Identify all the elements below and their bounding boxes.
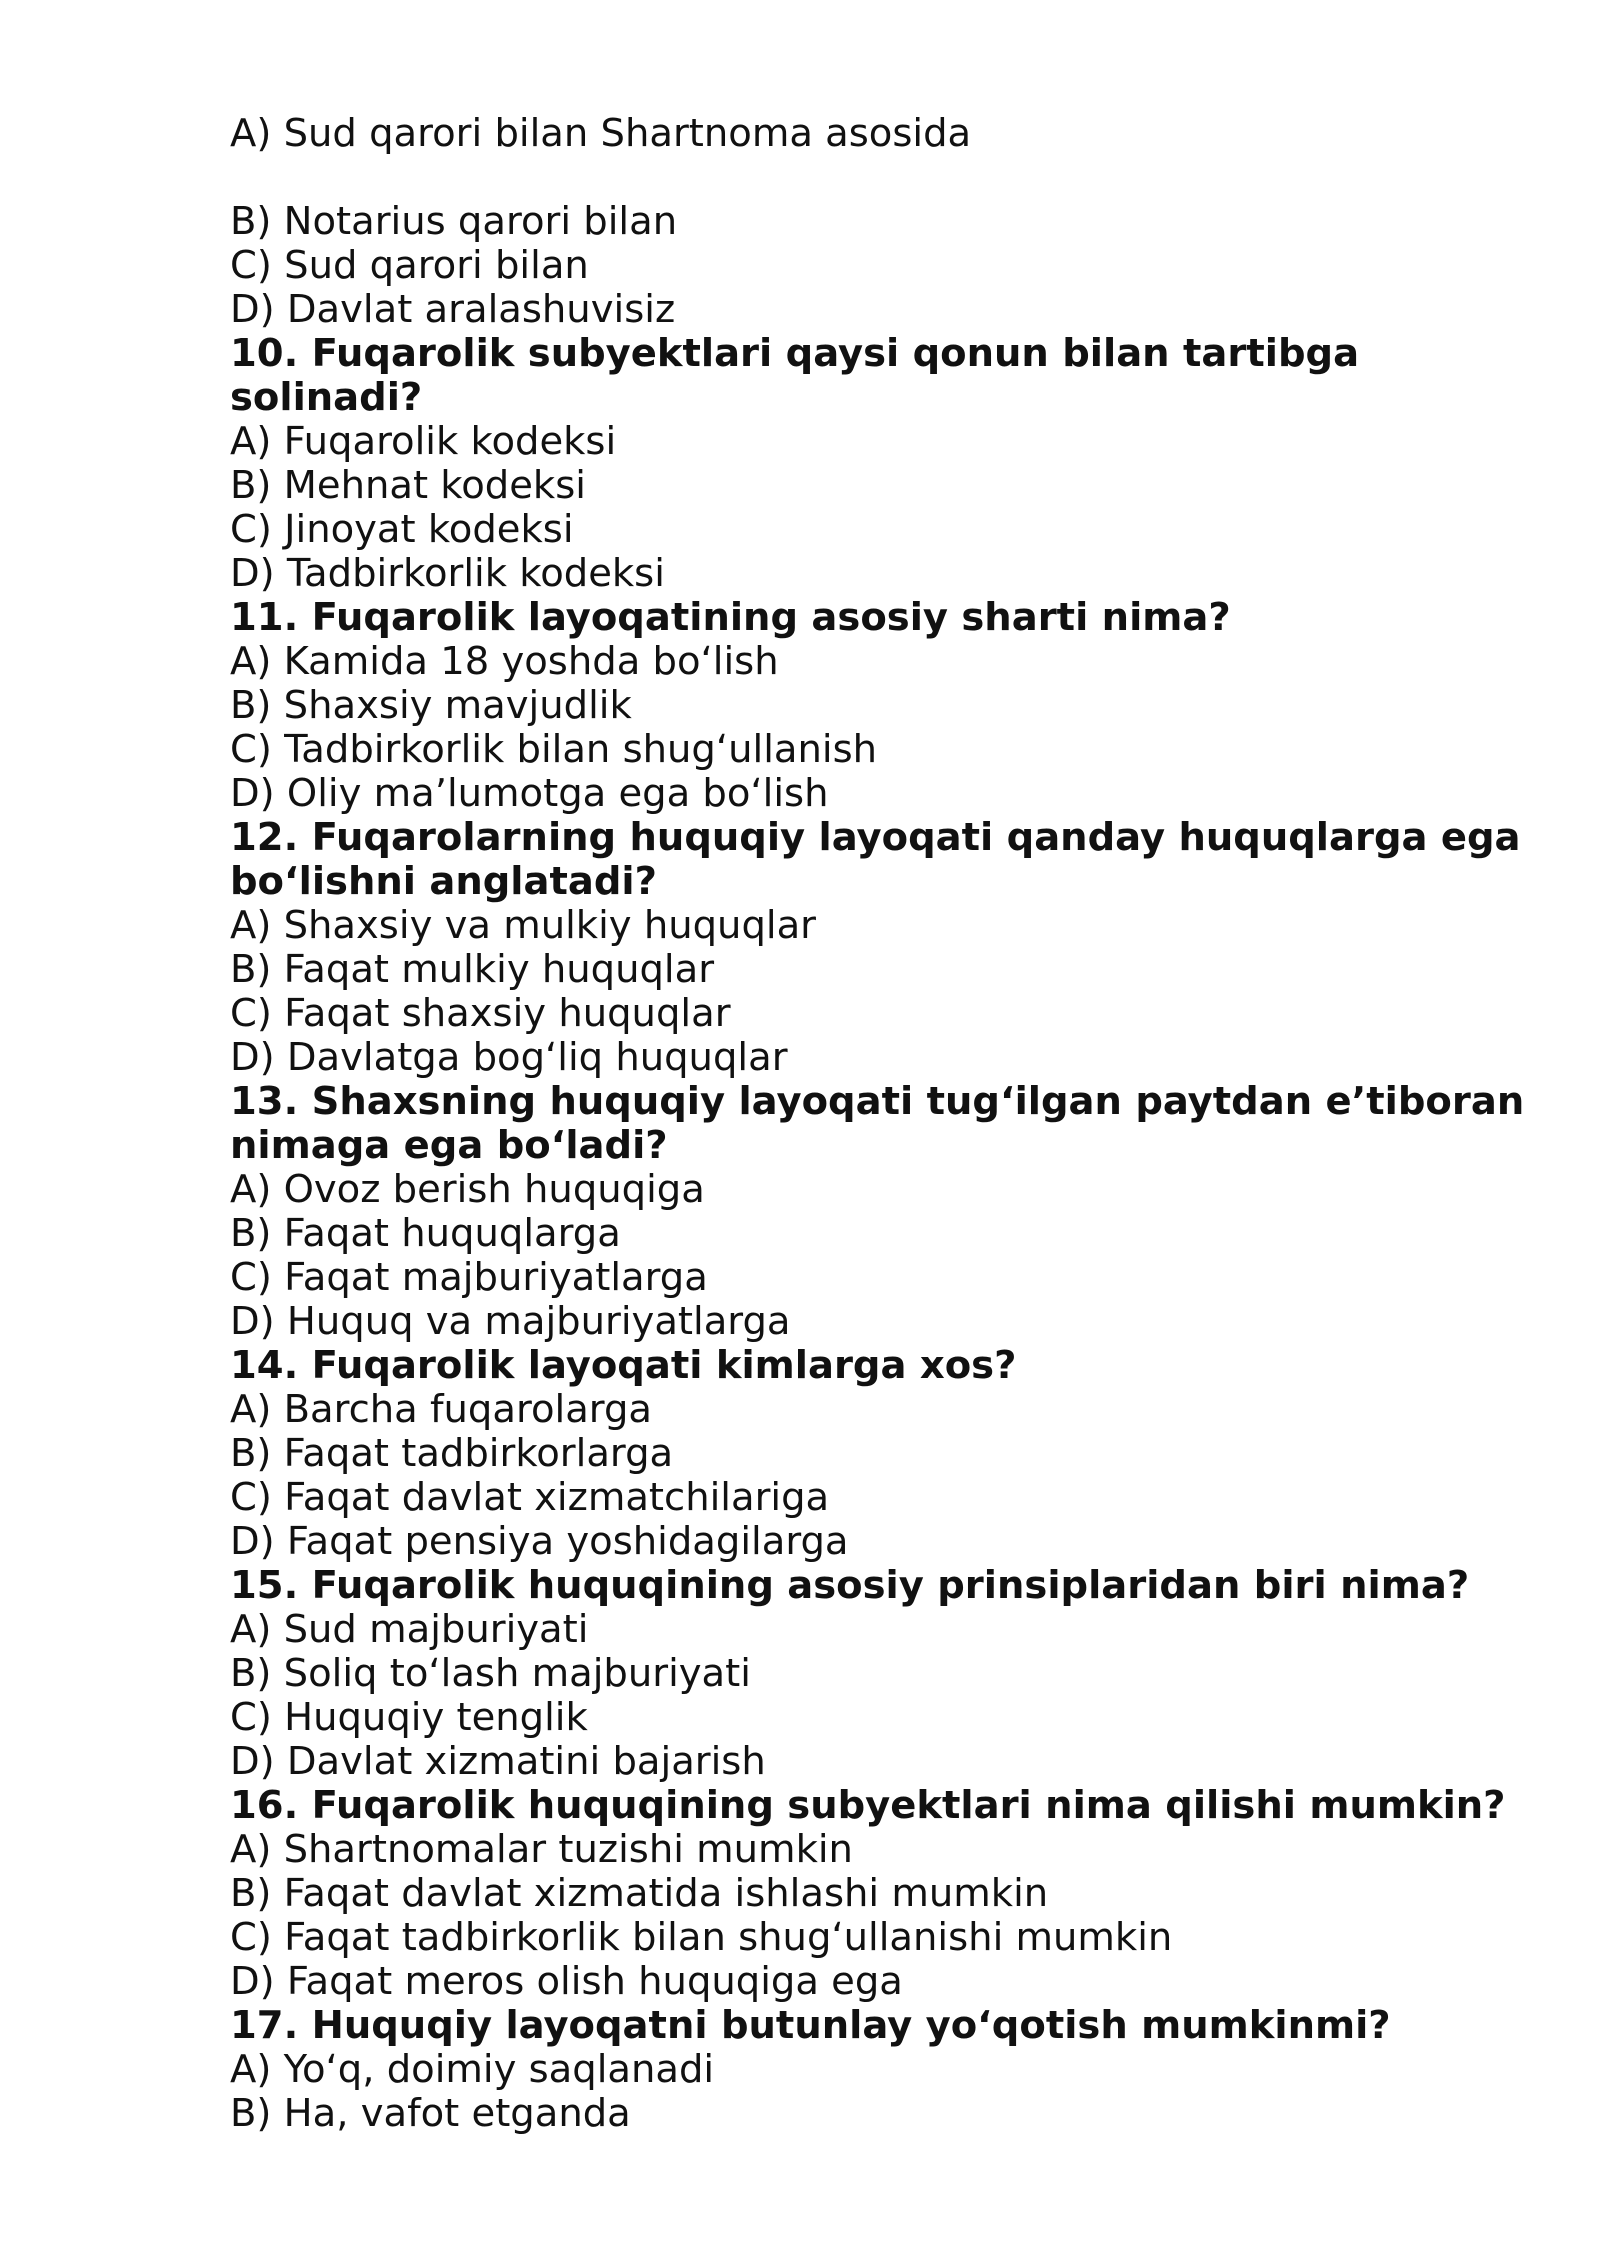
- question-block-16: [230, 1784, 1560, 2004]
- question-title: 10. Fuqarolik subyektlari qaysi qonun bilan tartibga solinadi?: [230, 331, 1360, 420]
- question-block-12: [230, 816, 1560, 1080]
- option-a: A) Barcha fuqarolarga: [230, 1387, 652, 1432]
- option-a: A) Sud qarori bilan Shartnoma asosida: [230, 111, 972, 156]
- question-block-17: [230, 2004, 1560, 2136]
- option-a: A) Sud majburiyati: [230, 1607, 589, 1652]
- option-b: B) Shaxsiy mavjudlik: [230, 683, 632, 728]
- option-c: C) Faqat shaxsiy huquqlar: [230, 991, 731, 1036]
- option-a: A) Fuqarolik kodeksi: [230, 419, 617, 464]
- option-c: C) Faqat davlat xizmatchilariga: [230, 1475, 830, 1520]
- option-b: B) Faqat davlat xizmatida ishlashi mumkin: [230, 1871, 1049, 1916]
- option-a: A) Yo‘q, doimiy saqlanadi: [230, 2047, 715, 2092]
- question-title: 16. Fuqarolik huquqining subyektlari nima qilishi mumkin?: [230, 1783, 1506, 1828]
- option-a: A) Ovoz berish huquqiga: [230, 1167, 705, 1212]
- option-b: B) Faqat tadbirkorlarga: [230, 1431, 674, 1476]
- option-d: D) Faqat meros olish huquqiga ega: [230, 1959, 903, 2004]
- option-c: C) Tadbirkorlik bilan shug‘ullanish: [230, 727, 878, 772]
- question-title: 13. Shaxsning huquqiy layoqati tug‘ilgan paytdan e’tiboran nimaga ega bo‘ladi?: [230, 1079, 1525, 1168]
- question-block-14: [230, 1344, 1560, 1564]
- option-b: B) Mehnat kodeksi: [230, 463, 586, 508]
- option-b: B) Soliq to‘lash majburiyati: [230, 1651, 751, 1696]
- option-a: A) Shartnomalar tuzishi mumkin: [230, 1827, 853, 1872]
- option-d: D) Oliy ma’lumotga ega bo‘lish: [230, 771, 829, 816]
- question-title: 15. Fuqarolik huquqining asosiy prinsiplaridan biri nima?: [230, 1563, 1470, 1608]
- question-title: 14. Fuqarolik layoqati kimlarga xos?: [230, 1343, 1017, 1388]
- option-b: B) Faqat mulkiy huquqlar: [230, 947, 715, 992]
- option-d: D) Davlat aralashuvisiz: [230, 287, 676, 332]
- option-d: D) Davlat xizmatini bajarish: [230, 1739, 766, 1784]
- option-d: D) Faqat pensiya yoshidagilarga: [230, 1519, 849, 1564]
- question-title: 17. Huquqiy layoqatni butunlay yo‘qotish mumkinmi?: [230, 2003, 1391, 2048]
- option-d: D) Davlatga bog‘liq huquqlar: [230, 1035, 788, 1080]
- option-d: D) Huquq va majburiyatlarga: [230, 1299, 791, 1344]
- option-c: C) Faqat majburiyatlarga: [230, 1255, 708, 1300]
- spacer: [230, 156, 1560, 200]
- question-block-10: [230, 332, 1560, 596]
- question-block-11: [230, 596, 1560, 816]
- option-d: D) Tadbirkorlik kodeksi: [230, 551, 665, 596]
- question-title: 11. Fuqarolik layoqatining asosiy sharti nima?: [230, 595, 1231, 640]
- question-block-13: [230, 1080, 1560, 1344]
- question-block-15: [230, 1564, 1560, 1784]
- option-c: C) Sud qarori bilan: [230, 243, 589, 288]
- option-b: B) Notarius qarori bilan: [230, 199, 678, 244]
- option-c: C) Huquqiy tenglik: [230, 1695, 588, 1740]
- option-a: A) Kamida 18 yoshda bo‘lish: [230, 639, 779, 684]
- option-c: C) Faqat tadbirkorlik bilan shug‘ullanishi mumkin: [230, 1915, 1173, 1960]
- option-b: B) Ha, vafot etganda: [230, 2091, 631, 2136]
- quiz-content: [230, 112, 1560, 2136]
- option-b: B) Faqat huquqlarga: [230, 1211, 621, 1256]
- option-c: C) Jinoyat kodeksi: [230, 507, 574, 552]
- option-a: A) Shaxsiy va mulkiy huquqlar: [230, 903, 817, 948]
- question-title: 12. Fuqarolarning huquqiy layoqati qanday huquqlarga ega bo‘lishni anglatadi?: [230, 815, 1521, 904]
